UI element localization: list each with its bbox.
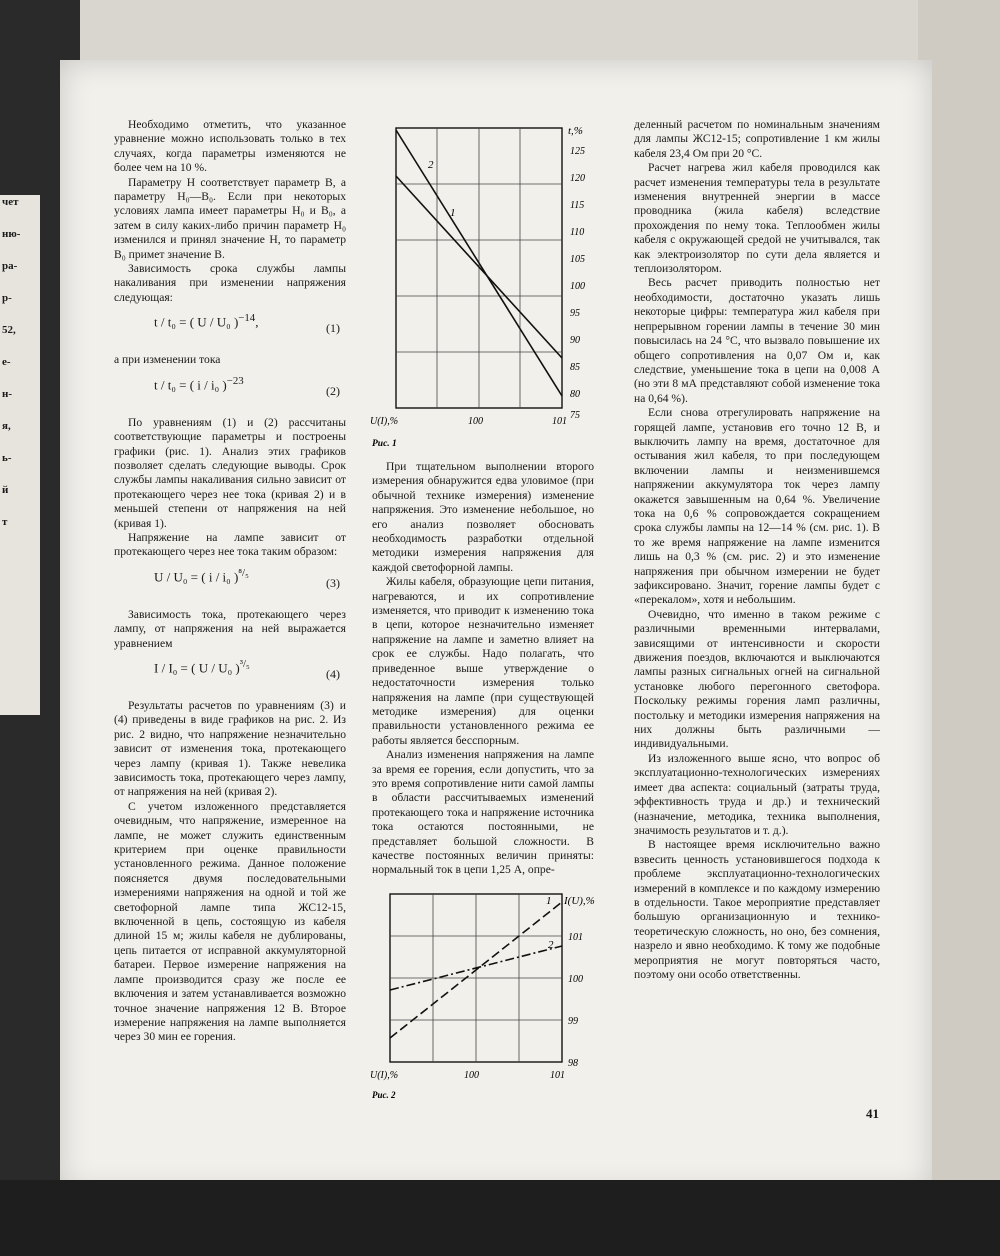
curve-label: 1 <box>450 207 456 219</box>
paragraph: Зависимость тока, протекающего через лампу, от напряжения на ней выражается уравнением <box>114 607 346 650</box>
y-tick-label: 90 <box>570 335 580 346</box>
formula-exponent: ³/₅ <box>239 657 250 670</box>
paragraph: Жилы кабеля, образующие цепи питания, нагреваются, и их сопротивление изменяется, что приводит к изменению тока в цепи, которое незначительно изменяет напряжение на лампе и заметно влияет на срок ее службы. Надо полагать, что приведенное выше утверждение о недостаточности измерения только напряжения на лампе (при существующей методике измерения) для оценки правильности установленного режима ее работы является бесспорным. <box>372 575 594 747</box>
formula-expression: t / t₀ = ( i / i₀ ) <box>154 377 227 393</box>
prev-page-fragment: я, <box>2 420 11 432</box>
formula-exponent: ⁸/₅ <box>238 566 249 579</box>
prev-page-fragment: ь- <box>2 452 12 464</box>
paragraph: а при изменении тока <box>114 353 221 367</box>
prev-page-fragment: ню- <box>2 228 21 240</box>
x-tick-label: 100 <box>468 416 483 427</box>
y-tick-label: 101 <box>568 932 583 943</box>
y-tick-label: 125 <box>570 146 585 157</box>
y-axis-label: I(U),% <box>564 895 595 907</box>
curve-label: 1 <box>546 895 552 907</box>
y-tick-label: 110 <box>570 227 585 238</box>
formula-1: t / t₀ = ( U / U₀ )$^{-14}$, (1) <box>154 312 340 336</box>
journal-page <box>60 60 932 1192</box>
prev-page-fragment: н- <box>2 388 13 400</box>
y-tick-label: 99 <box>568 1016 578 1027</box>
x-axis-label: U(I),% <box>370 416 399 427</box>
paragraph: С учетом изложенного представляется очевидным, что напряжение, измеренное на лампе, не может служить единственным критерием при оценке правильности установленного режима. Данное положение поясняется двумя последовательными измерениями напряжения на одной и той же светофорной лампе типа ЖС12-15, включенной в цепь, состоящую из кабеля длиной 15 м; жилы кабеля не дублированы, цепь питается от исправной аккумуляторной батареи. Первое измерение напряжения на лампе производится сразу же после ее включения и затем устанавливается возможно точное значение напряжения 12 В. Второе измерение напряжения на лампе выполняется через 30 мин ее горения. <box>114 799 346 1044</box>
figure-2-chart <box>368 886 598 1106</box>
formula-exponent: −14 <box>238 312 256 325</box>
paragraph: Анализ изменения напряжения на лампе за время ее горения, если допустить, что за это время сопротивление нити самой лампы в области рассчитываемых изменений протекающего тока и напряжение источника тока остаются постоянными, не представляет большой сложности. В качестве постоянных величин приняты: нормальный ток в цепи 1,25 А, опре- <box>372 748 594 877</box>
formula-4 <box>114 651 346 699</box>
y-tick-label: 98 <box>568 1058 578 1069</box>
prev-page-fragment: чет <box>2 196 19 208</box>
formula-number: (3) <box>326 575 340 590</box>
figure-caption: Рис. 2 <box>372 1090 396 1100</box>
paragraph: Параметру H соответствует параметр B, а параметру H₀—B₀. Если при некоторых условиях лампа имеет параметры H₀ и B₀, а затем в силу каких-либо причин параметр H₀ изменился и принял значение H, то параметр B₀ примет значение B. <box>114 175 346 261</box>
x-tick-label: 100 <box>464 1070 479 1081</box>
x-tick-label: 101 <box>550 1070 565 1081</box>
previous-page-strip <box>0 195 40 715</box>
scan-dark-edge-bottom <box>0 1180 1000 1256</box>
y-tick-label: 95 <box>570 308 580 319</box>
x-axis-label: U(I),% <box>370 1070 399 1081</box>
curve-label: 2 <box>548 939 554 951</box>
formula-expression: t / t₀ = ( U / U₀ ) <box>154 314 239 330</box>
left-column <box>114 118 346 1045</box>
formula-exponent: −23 <box>226 374 244 387</box>
y-tick-label: 120 <box>570 173 585 184</box>
formula-3 <box>114 560 346 608</box>
right-column <box>634 118 880 982</box>
paragraph: Необходимо отметить, что указанное уравнение можно использовать только в тех случаях, когда параметры изменяются не более чем на 10 %. <box>114 118 346 175</box>
figure-1-chart <box>368 120 598 450</box>
paragraph: Расчет нагрева жил кабеля проводился как расчет изменения температуры тела в результате изменения внутренней энергии в массе проводника (жила кабеля) вследствие прохождения по нему тока. Теплообмен жилы кабеля с окружающей средой не учитывался, так как электроизолятор по сути дела является и теплоизолятором. <box>634 161 880 276</box>
y-tick-label: 100 <box>568 974 583 985</box>
paragraph: Зависимость срока службы лампы накаливания при изменении напряжения следующая: <box>114 262 346 304</box>
y-tick-label: 115 <box>570 200 585 211</box>
paragraph: При тщательном выполнении второго измерения обнаружится едва уловимое (при обычной технике измерения) изменение напряжения. Это изменение небольшое, но его анализ позволяет обосновать необходимость разработки отдельной методики измерения напряжения для каждой светофорной лампы. <box>372 460 594 574</box>
paragraph: Весь расчет приводить полностью нет необходимости, достаточно указать лишь некоторые цифры: температура жил кабеля при непрерывном горении лампы в течение 30 мин повысилась на 24 °С, что вызвало повышение их общего сопротивления на 0,07 Ом и, как следствие, уменьшение тока в цепи на 0,008 А (но эти 8 мА представляют собой изменение тока на 0,64 %). <box>634 276 880 405</box>
prev-page-fragment: р- <box>2 292 12 304</box>
prev-page-fragment: й <box>2 484 9 496</box>
y-axis-label: t,% <box>568 125 583 137</box>
y-tick-label: 75 <box>570 410 580 421</box>
figure-caption: Рис. 1 <box>372 439 397 449</box>
paragraph: Очевидно, что именно в таком режиме с различными временными интервалами, зависящими от интенсивности и скорости движения поездов, включаются и выключаются лампы разных сигнальных огней на сигнальной установке любого перегонного светофора. Поскольку режимы горения ламп различны, постольку и методики измерения напряжения на них должны быть различными — индивидуальными. <box>634 607 880 751</box>
y-tick-label: 85 <box>570 362 580 373</box>
x-tick-label: 101 <box>552 416 567 427</box>
prev-page-fragment: 52, <box>2 324 16 336</box>
curve-label: 2 <box>428 159 434 171</box>
paragraph: Если снова отрегулировать напряжение на горящей лампе, установив его точно 12 В, и выключить лампу на время, достаточное для остывания жил кабеля, то при последующем включении лампы и неизменившемся напряжении аккумулятора ток через лампу окажется завышенным на 0,64 %. Увеличение тока на 0,6 % сопровождается сокращением срока службы лампы на 12—14 % (см. рис. 1). В то же время напряжение на лампе изменится лишь на 0,3 % (см. рис. 2) и это изменение напряжения при обычном измерении не будет зафиксировано. Значит, горение лампы будет с «перекалом», хотя и небольшим. <box>634 406 880 607</box>
paragraph: Из изложенного выше ясно, что вопрос об эксплуатационно-технологических измерениях имеет два аспекта: социальный (затраты труда, эффективность труда и др.) и технический (назначение, методика, техника выполнения, значимость результатов и т. д.). <box>634 751 880 837</box>
paragraph: По уравнениям (1) и (2) рассчитаны соответствующие параметры и построены графики (рис. 1). Анализ этих графиков позволяет сделать следующие выводы. Срок службы лампы накаливания сильно зависит от протекающего через нее тока (кривая 2) и в меньшей степени от напряжения на ней (кривая 1). <box>114 415 346 530</box>
page-number: 41 <box>866 1106 879 1121</box>
formula-number: (2) <box>326 383 340 398</box>
paragraph: деленный расчетом по номинальным значениям для лампы ЖС12-15; сопротивление 1 км жилы кабеля 23,4 Ом при 20 °С. <box>634 118 880 160</box>
formula-number: (1) <box>326 321 340 336</box>
formula-expression: U / U₀ = ( i / i₀ ) <box>154 569 239 585</box>
formula-2 <box>114 368 346 416</box>
paragraph: Напряжение на лампе зависит от протекающего через нее тока таким образом: <box>114 530 346 559</box>
formula-number: (4) <box>326 666 340 681</box>
y-tick-label: 100 <box>570 281 585 292</box>
paragraph: В настоящее время исключительно важно взвесить ценность установившегося подхода к проблеме эксплуатационно-технологических измерений в комплексе и по каждому измерению в отдельности. Такое мероприятие представляет большую организационную и технико-теоретическую сложность, но оно, без сомнения, назрело и явно необходимо. К тому же подобные мероприятия не могут повторяться часто, поэтому они особо ответственны. <box>634 838 880 981</box>
prev-page-fragment: т <box>2 516 8 528</box>
middle-column <box>372 460 594 878</box>
prev-page-fragment: е- <box>2 356 11 368</box>
y-tick-label: 80 <box>570 389 580 400</box>
paragraph: Результаты расчетов по уравнениям (3) и (4) приведены в виде графиков на рис. 2. Из рис. 2 видно, что напряжение незначительно зависит от изменения тока, протекающего через лампу (кривая 1). Также невелика зависимость тока, протекающего через лампу, от напряжения на ней (кривая 2). <box>114 698 346 799</box>
y-tick-label: 105 <box>570 254 585 265</box>
formula-expression: I / I₀ = ( U / U₀ ) <box>154 660 240 676</box>
prev-page-fragment: ра- <box>2 260 18 272</box>
